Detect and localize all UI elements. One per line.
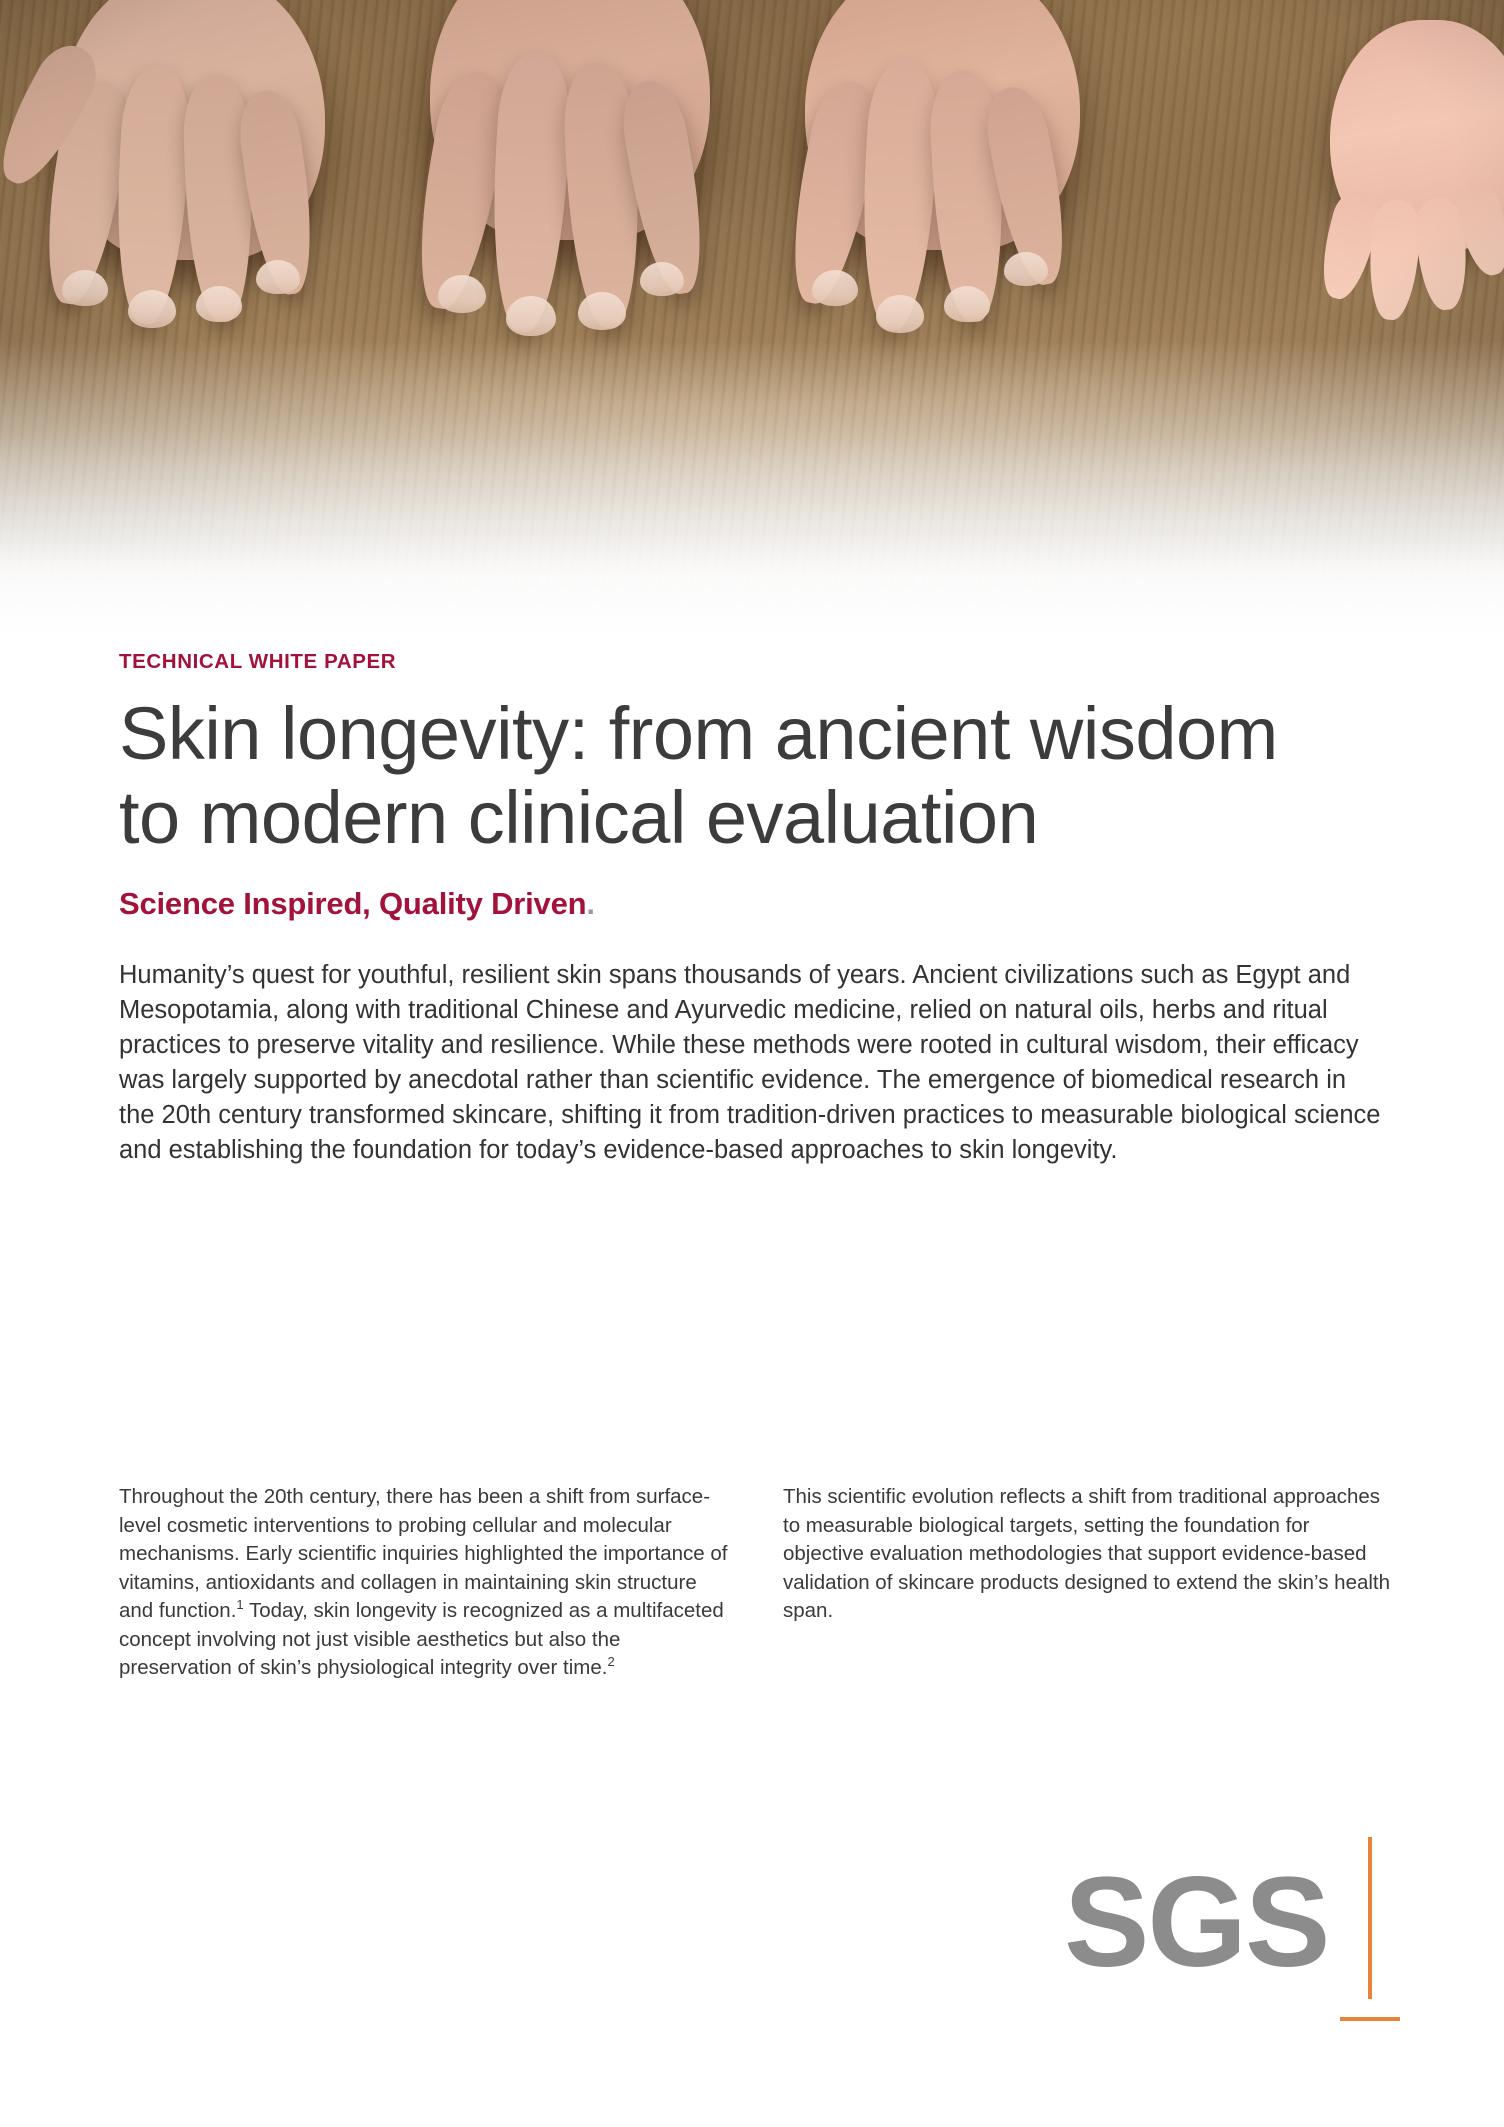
paragraph-part-2: Today, skin longevity is recognized as a multifaceted concept involving not just visible aesthetics but also the preservation of skin’s physiological integrity over time. (119, 1599, 724, 1679)
tagline-text: Science Inspired, Quality Driven (119, 886, 587, 921)
tagline-period: . (586, 886, 595, 921)
document-category: TECHNICAL WHITE PAPER (119, 650, 397, 673)
document-header (119, 650, 1389, 1168)
sgs-wordmark: SGS (1064, 1851, 1329, 1994)
body-column-right (783, 1483, 1393, 1683)
footnote-ref-2: 2 (607, 1654, 615, 1670)
paragraph (119, 1483, 729, 1683)
page-title: Skin longevity: from ancient wisdom to modern clinical evaluation (119, 692, 1278, 859)
tagline (119, 886, 1389, 922)
body-columns (119, 1483, 1393, 1683)
body-column-left (119, 1483, 729, 1683)
paragraph: This scientific evolution reflects a shift from traditional approaches to measurable biological targets, setting the foundation for objective evaluation methodologies that support evidence-based validation of skincare products designed to extend the skin’s health span. (783, 1485, 1391, 1622)
logo-vertical-rule (1368, 1837, 1372, 1999)
sgs-logo (1064, 1851, 1386, 2009)
footnote-ref-1: 1 (236, 1597, 244, 1613)
lead-paragraph: Humanity’s quest for youthful, resilient skin spans thousands of years. Ancient civilizations such as Egypt and Mesopotamia, along with traditional Chinese and Ayurvedic medicine, relied on natural oils, herbs and ritual practices to preserve vitality and resilience. While these methods were rooted in cultural wisdom, their efficacy was largely supported by anecdotal rather than scientific evidence. The emergence of biomedical research in the 20th century transformed skincare, shifting it from tradition-driven practices to measurable biological science and establishing the foundation for today’s evidence-based approaches to skin longevity. (119, 961, 1381, 1164)
paragraph-part-1: Throughout the 20th century, there has been a shift from surface-level cosmetic interventions to probing cellular and molecular mechanisms. Early scientific inquiries highlighted the importance of vitamins, antioxidants and collagen in maintaining skin structure and function. (119, 1485, 728, 1622)
hero-image (0, 0, 1504, 640)
hero-white-fade (0, 340, 1504, 640)
logo-horizontal-rule (1340, 2017, 1400, 2021)
